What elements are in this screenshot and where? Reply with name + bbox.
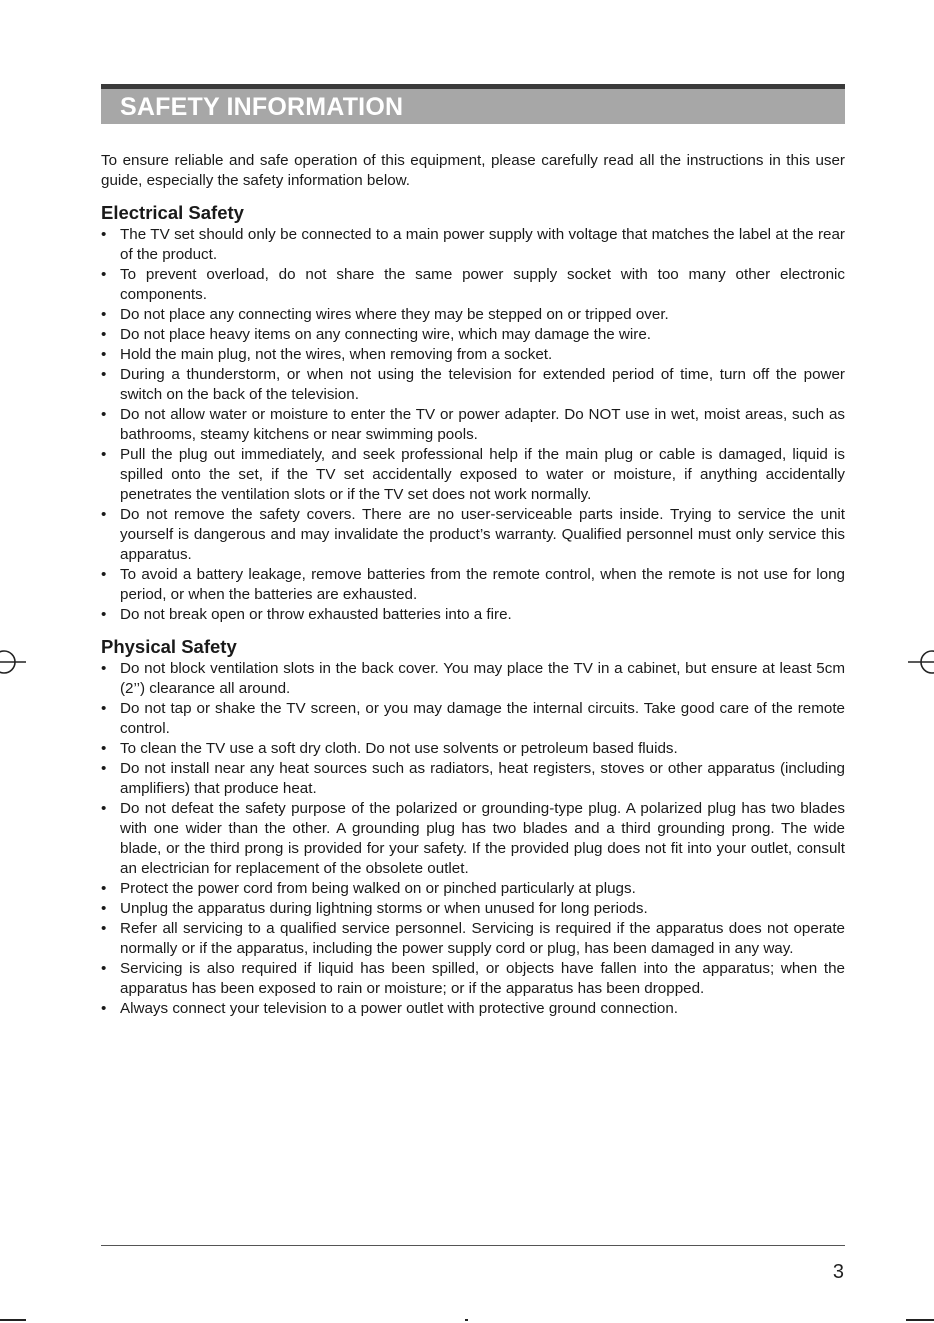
- list-item: • Always connect your television to a power outlet with protective ground connection.: [101, 1000, 679, 1017]
- section-heading-electrical: Electrical Safety: [101, 202, 244, 223]
- bullet-icon: •: [101, 800, 107, 817]
- bullet-icon: •: [101, 880, 107, 897]
- bullet-icon: •: [101, 760, 107, 777]
- list-item: • Do not install near any heat sources such as radiators, heat registers, stoves or other apparatus (including amplifiers) that produce heat.: [101, 760, 845, 797]
- list-item: • Pull the plug out immediately, and seek professional help if the main plug or cable is damaged, liquid is spilled onto the set, if the TV set accidentally exposed to water or moisture, if anything accidentally penetrates the ventilation slots or if the TV set does not work normally.: [101, 446, 845, 503]
- electrical-safety-list: [101, 225, 845, 625]
- list-item: • Do not break open or throw exhausted batteries into a fire.: [101, 606, 512, 623]
- bullet-icon: •: [101, 446, 107, 463]
- physical-safety-list: [101, 659, 845, 1019]
- list-item: • To prevent overload, do not share the same power supply socket with too many other electronic components.: [101, 266, 845, 303]
- bullet-icon: •: [101, 700, 107, 717]
- list-item: • Protect the power cord from being walked on or pinched particularly at plugs.: [101, 880, 636, 897]
- bullet-icon: •: [101, 606, 107, 623]
- list-item: • Do not place heavy items on any connecting wire, which may damage the wire.: [101, 326, 651, 343]
- bullet-icon: •: [101, 920, 107, 937]
- page-title: SAFETY INFORMATION: [120, 93, 404, 121]
- list-item: • Do not defeat the safety purpose of the polarized or grounding-type plug. A polarized plug has two blades with one wider than the other. A grounding plug has two blades and a third grounding prong. The wide blade, or the third prong is provided for your safety. If the provided plug does not fit into your outlet, consult an electrician for replacement of the obsolete outlet.: [101, 800, 845, 877]
- list-item: • To avoid a battery leakage, remove batteries from the remote control, when the remote is not use for long period, or when the batteries are exhausted.: [101, 566, 845, 603]
- list-item: • To clean the TV use a soft dry cloth. Do not use solvents or petroleum based fluids.: [101, 740, 678, 757]
- crop-mark-bottom-right: [906, 1319, 934, 1321]
- list-item: • During a thunderstorm, or when not using the television for extended period of time, turn off the power switch on the back of the television.: [101, 366, 845, 403]
- list-item: • Do not tap or shake the TV screen, or you may damage the internal circuits. Take good care of the remote control.: [101, 700, 845, 737]
- list-item: • Servicing is also required if liquid has been spilled, or objects have fallen into the apparatus; when the apparatus has been exposed to rain or moisture; or if the apparatus has been dropped.: [101, 960, 845, 997]
- list-item: • Hold the main plug, not the wires, when removing from a socket.: [101, 346, 553, 363]
- bullet-icon: •: [101, 960, 107, 977]
- list-item: • Do not place any connecting wires where they may be stepped on or tripped over.: [101, 306, 669, 323]
- list-item: • Unplug the apparatus during lightning storms or when unused for long periods.: [101, 900, 648, 917]
- bullet-icon: •: [101, 1000, 107, 1017]
- bullet-icon: •: [101, 366, 107, 383]
- bullet-icon: •: [101, 566, 107, 583]
- page-number: 3: [832, 1261, 844, 1283]
- list-item: • Refer all servicing to a qualified service personnel. Servicing is required if the apparatus does not operate normally or if the apparatus, including the power supply cord or plug, has been damaged in any way.: [101, 920, 845, 957]
- bullet-icon: •: [101, 660, 107, 677]
- registration-mark-right-icon: [904, 644, 934, 680]
- list-item: • Do not allow water or moisture to enter the TV or power adapter. Do NOT use in wet, moist areas, such as bathrooms, steamy kitchens or near swimming pools.: [101, 406, 845, 443]
- registration-mark-left-icon: [0, 644, 30, 680]
- section-heading-physical: Physical Safety: [101, 636, 237, 657]
- list-item: • Do not block ventilation slots in the back cover. You may place the TV in a cabinet, but ensure at least 5cm (2’’) clearance all around.: [101, 660, 845, 697]
- list-item: • Do not remove the safety covers. There are no user-serviceable parts inside. Trying to service the unit yourself is dangerous and may invalidate the product’s warranty. Qualified personnel must only service this apparatus.: [101, 506, 845, 563]
- bullet-icon: •: [101, 406, 107, 423]
- crop-mark-bottom-left: [0, 1319, 26, 1321]
- crop-mark-bottom-center: [465, 1319, 468, 1321]
- bullet-icon: •: [101, 306, 107, 323]
- bullet-icon: •: [101, 506, 107, 523]
- intro-paragraph: To ensure reliable and safe operation of this equipment, please carefully read all the instructions in this user guide, especially the safety information below.: [101, 152, 845, 189]
- bullet-icon: •: [101, 900, 107, 917]
- list-item: • The TV set should only be connected to a main power supply with voltage that matches the label at the rear of the product.: [101, 226, 845, 263]
- bullet-icon: •: [101, 740, 107, 757]
- bullet-icon: •: [101, 226, 107, 243]
- bullet-icon: •: [101, 346, 107, 363]
- bullet-icon: •: [101, 266, 107, 283]
- document-body: [101, 151, 845, 1019]
- footer-divider: [101, 1245, 845, 1246]
- section-header-bar: [101, 84, 845, 124]
- bullet-icon: •: [101, 326, 107, 343]
